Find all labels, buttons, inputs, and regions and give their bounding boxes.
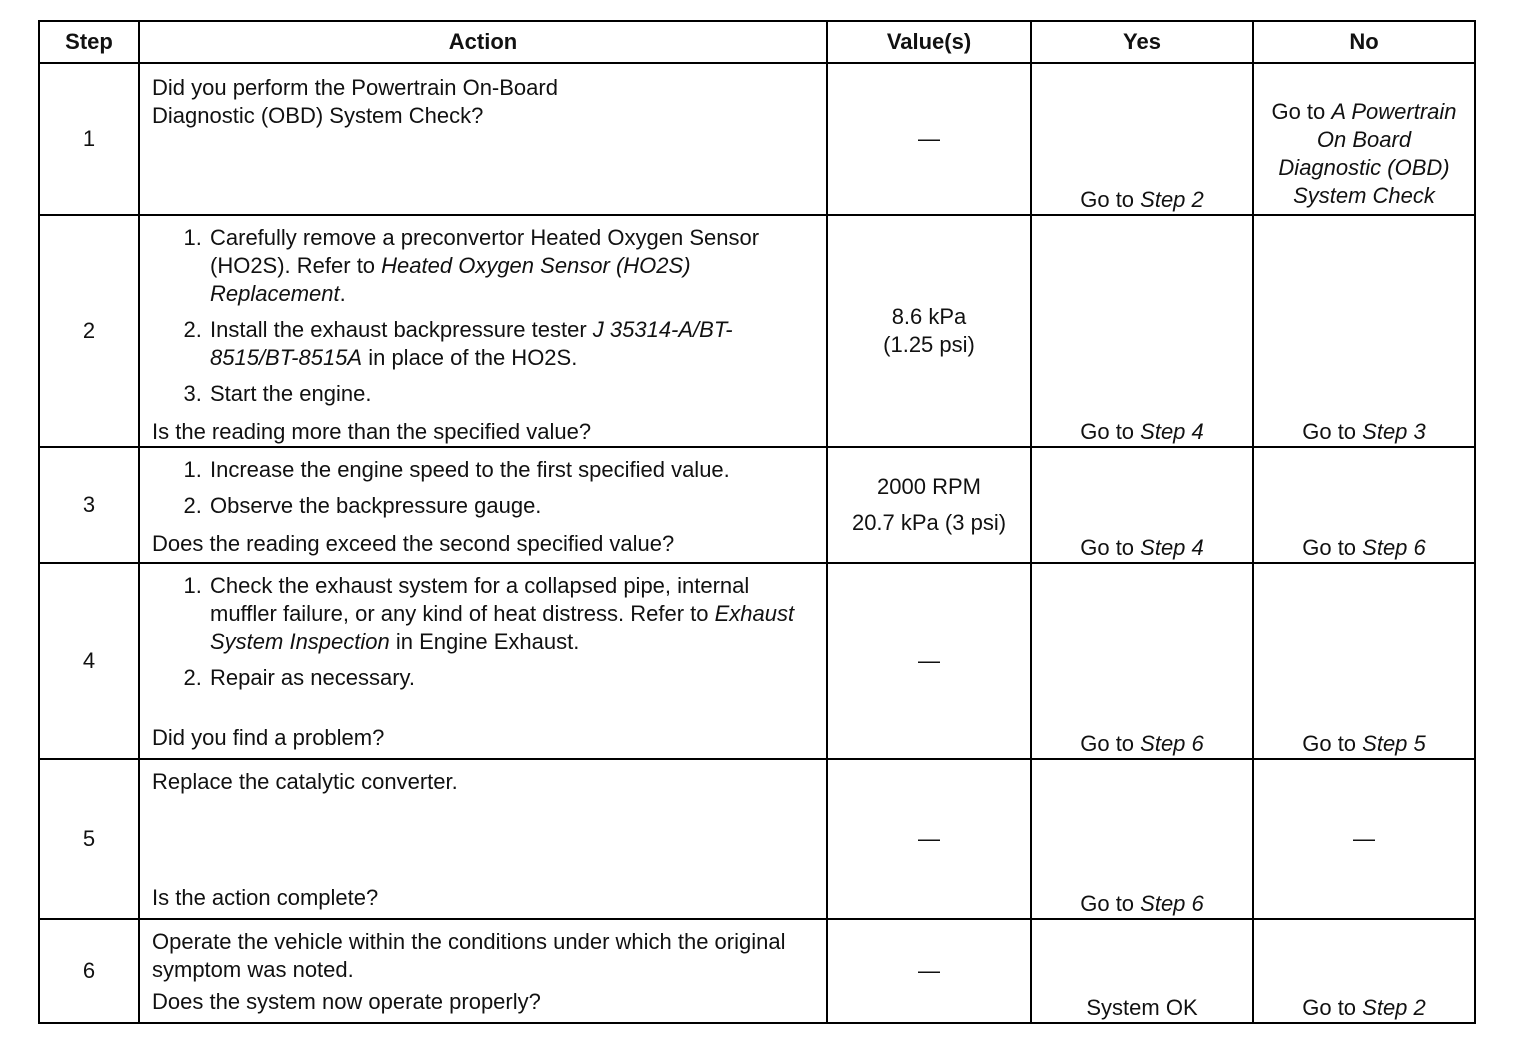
- no-cell: Go to Step 6: [1253, 447, 1475, 563]
- step-number: 6: [39, 919, 139, 1023]
- step-number: 4: [39, 563, 139, 759]
- yes-cell: Go to Step 4: [1031, 215, 1253, 447]
- action-question: Does the reading exceed the second specified value?: [152, 531, 675, 556]
- step-reference: Step 3: [1362, 419, 1426, 444]
- no-cell: Go to Step 3: [1253, 215, 1475, 447]
- procedure-reference: A Powertrain On Board Diagnostic (OBD) System Check: [1278, 99, 1457, 208]
- action-cell: [139, 63, 827, 215]
- action-steps-list: [152, 456, 818, 524]
- list-item: 1. Increase the engine speed to the first specified value.: [208, 456, 818, 484]
- yes-cell: Go to Step 6: [1031, 759, 1253, 919]
- table-row: [39, 759, 1475, 919]
- action-cell: [139, 215, 827, 447]
- table-row: [39, 215, 1475, 447]
- action-text: Operate the vehicle within the conditions under which the original symptom was noted.: [152, 929, 786, 982]
- action-steps-list: [152, 224, 818, 412]
- yes-cell: System OK: [1031, 919, 1253, 1023]
- table-row: [39, 447, 1475, 563]
- action-question: Does the system now operate properly?: [152, 989, 541, 1014]
- action-question: Is the action complete?: [152, 885, 379, 910]
- header-step: Step: [39, 21, 139, 63]
- header-action: Action: [139, 21, 827, 63]
- action-question: Did you find a problem?: [152, 725, 385, 750]
- yes-cell: Go to Step 4: [1031, 447, 1253, 563]
- header-no: No: [1253, 21, 1475, 63]
- action-cell: [139, 563, 827, 759]
- step-reference: Step 2: [1140, 187, 1204, 212]
- yes-cell: Go to Step 2: [1031, 63, 1253, 215]
- action-cell: [139, 759, 827, 919]
- diagnostic-table-sheet: [38, 20, 1474, 1024]
- step-number: 1: [39, 63, 139, 215]
- step-reference: Step 4: [1140, 535, 1204, 560]
- value-cell: —: [827, 919, 1031, 1023]
- step-reference: Step 5: [1362, 731, 1426, 756]
- yes-cell: Go to Step 6: [1031, 563, 1253, 759]
- header-values: Value(s): [827, 21, 1031, 63]
- value-cell: —: [827, 63, 1031, 215]
- step-number: 2: [39, 215, 139, 447]
- no-cell: Go to A Powertrain On Board Diagnostic (OBD) System Check: [1253, 63, 1475, 215]
- list-item: 2. Repair as necessary.: [208, 664, 818, 692]
- action-text: Replace the catalytic converter.: [152, 769, 458, 794]
- step-reference: Step 6: [1362, 535, 1426, 560]
- action-steps-list: [152, 572, 818, 696]
- table-row: [39, 63, 1475, 215]
- action-question: Is the reading more than the specified value?: [152, 419, 592, 444]
- diagnostic-table: [38, 20, 1476, 1024]
- value-cell: 2000 RPM 20.7 kPa (3 psi): [827, 447, 1031, 563]
- step-reference: Step 6: [1140, 731, 1204, 756]
- action-cell: [139, 919, 827, 1023]
- no-cell: —: [1253, 759, 1475, 919]
- step-reference: Step 6: [1140, 891, 1204, 916]
- list-item: 1. Check the exhaust system for a collapsed pipe, internal muffler failure, or any kind of heat distress. Refer to Exhaust System Inspection in Engine Exhaust.: [208, 572, 818, 656]
- table-header-row: [39, 21, 1475, 63]
- no-cell: Go to Step 5: [1253, 563, 1475, 759]
- list-item: 2. Observe the backpressure gauge.: [208, 492, 818, 520]
- list-item: 2. Install the exhaust backpressure tester J 35314-A/BT-8515/BT-8515A in place of the HO2S.: [208, 316, 818, 372]
- step-reference: Step 2: [1362, 995, 1426, 1020]
- list-item: 3. Start the engine.: [208, 380, 818, 408]
- step-number: 5: [39, 759, 139, 919]
- step-number: 3: [39, 447, 139, 563]
- table-row: [39, 563, 1475, 759]
- action-cell: [139, 447, 827, 563]
- list-item: 1. Carefully remove a preconvertor Heated Oxygen Sensor (HO2S). Refer to Heated Oxygen Sensor (HO2S) Replacement.: [208, 224, 818, 308]
- table-row: [39, 919, 1475, 1023]
- header-yes: Yes: [1031, 21, 1253, 63]
- step-reference: Step 4: [1140, 419, 1204, 444]
- value-cell: —: [827, 563, 1031, 759]
- value-cell: 8.6 kPa (1.25 psi): [827, 215, 1031, 447]
- action-text: Did you perform the Powertrain On-Board Diagnostic (OBD) System Check?: [152, 75, 558, 128]
- value-cell: —: [827, 759, 1031, 919]
- no-cell: Go to Step 2: [1253, 919, 1475, 1023]
